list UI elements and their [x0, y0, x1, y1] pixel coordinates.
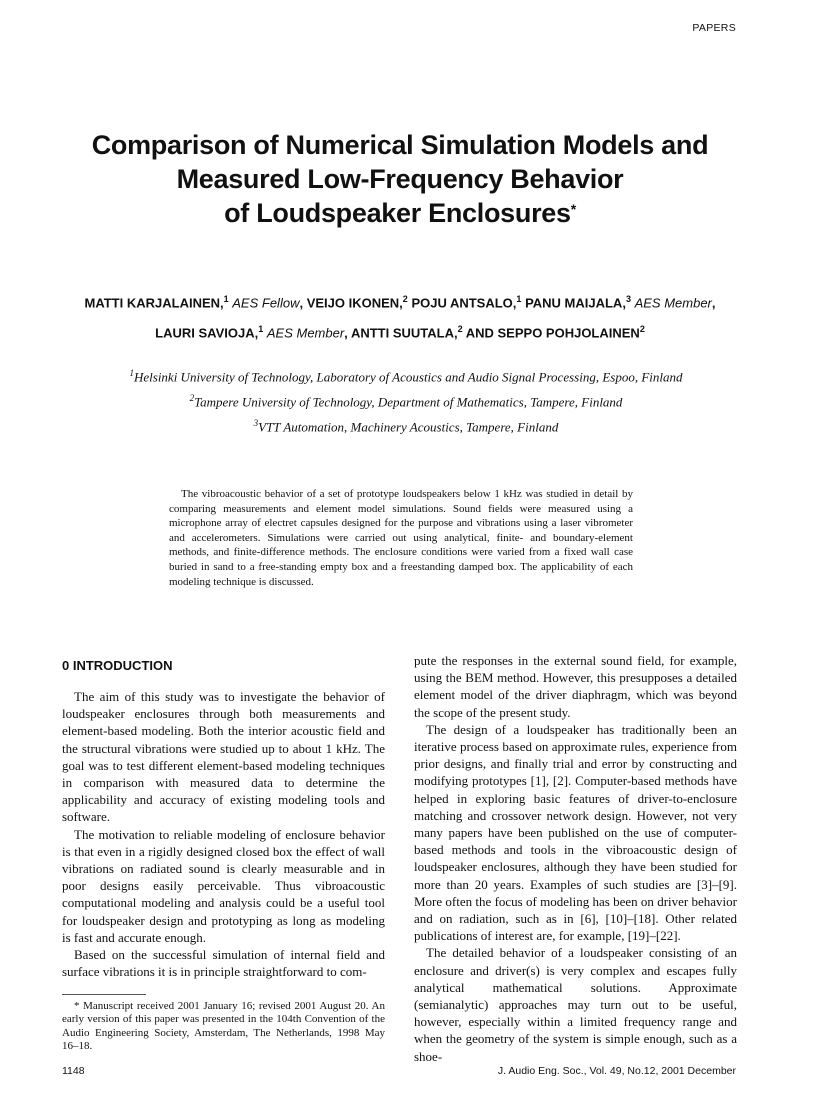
footnote: * Manuscript received 2001 January 16; revised 2001 August 20. An early version of this paper was presented in the 104th Convention of the Audio Engineering Society, Amsterdam, The Netherlands, 1998 May 16–18.: [62, 1000, 385, 1053]
author-role: AES Member: [634, 295, 712, 311]
author-affiliation-mark: 3: [625, 294, 631, 304]
author-name: ANTTI SUUTALA,: [350, 325, 458, 341]
affiliation-mark: 2: [189, 393, 195, 403]
title-line-3: [0, 196, 800, 230]
left-column: [62, 688, 385, 980]
author-name: POJU ANTSALO,: [411, 295, 517, 311]
author-name: AND SEPPO POHJOLAINEN: [465, 325, 640, 341]
author-list: [40, 286, 760, 347]
section-heading: 0 INTRODUCTION: [62, 658, 173, 673]
paragraph: pute the responses in the external sound field, for example, using the BEM method. However, this presupposes a detailed element model of the driver diaphragm, which was beyond the scope of the present study.: [414, 653, 737, 720]
abstract: The vibroacoustic behavior of a set of prototype loudspeakers below 1 kHz was studied in detail by comparing measurements and element model simulations. Sound fields were measured using a microphone array of electret capsules designed for the purpose and vibrations using a laser vibrometer and accelerometers. Simulations were carried out using analytical, finite- and boundary-element methods, and finite-difference methods. The enclosure conditions were varied from a fixed wall case buried in sand to a free-standing empty box and a freestanding damped box. The applicability of each modeling technique is discussed.: [169, 488, 633, 588]
author-affiliation-mark: 1: [516, 294, 522, 304]
paragraph: The design of a loudspeaker has traditionally been an iterative process based on approximate rules, experience from prior designs, and finally trial and error by constructing and modifying prototypes [1], [2]. Computer-based methods have helped in exploring basic features of driver-to-enclosure matching and crossover network design. However, not very many papers have been published on the use of computer-based methods and tools in the vibroacoustic design of loudspeaker enclosures, although they have been studied for more than 20 years. Examples of such studies are [3]–[9]. More often the focus of modeling has been on driver behavior and on radiation, such as in [6], [10]–[18]. Other related publications of interest are, for example, [19]–[22].: [414, 721, 737, 944]
page-number: 1148: [62, 1065, 85, 1077]
paragraph: Based on the successful simulation of internal field and surface vibrations it is in principle straightforward to com-: [62, 947, 385, 980]
affiliation-text: Tampere University of Technology, Department of Mathematics, Tampere, Finland: [194, 394, 623, 410]
author-line-2: [40, 316, 760, 346]
author-affiliation-mark: 2: [402, 294, 408, 304]
journal-reference: J. Audio Eng. Soc., Vol. 49, No.12, 2001 December: [497, 1065, 736, 1077]
right-column: [414, 652, 737, 1065]
affiliation-2: [0, 393, 812, 410]
title-line-2: Measured Low-Frequency Behavior: [176, 164, 624, 194]
author-line-1: [40, 286, 760, 316]
footnote-divider: [62, 994, 146, 995]
author-affiliation-mark: 1: [223, 294, 229, 304]
author-name: PANU MAIJALA,: [525, 295, 626, 311]
affiliation-text: Helsinki University of Technology, Laboratory of Acoustics and Audio Signal Processing, Espoo, Finland: [133, 369, 683, 385]
title-line-1: Comparison of Numerical Simulation Models and: [91, 130, 709, 160]
author-name: VEIJO IKONEN,: [306, 295, 403, 311]
author-affiliation-mark: 2: [639, 324, 645, 335]
author-affiliation-mark: 1: [258, 324, 264, 335]
affiliation-1: [0, 368, 812, 385]
paper-title: [0, 128, 800, 230]
author-name: MATTI KARJALAINEN,: [84, 295, 224, 311]
affiliation-mark: 1: [129, 368, 134, 378]
affiliation-mark: 3: [253, 418, 259, 428]
paragraph: The motivation to reliable modeling of enclosure behavior is that even in a rigidly designed closed box the effect of wall vibrations on radiated sound is clearly measurable and in poor designs easily perceivable. Thus vibroacoustic computational modeling and analysis could be a useful tool for loudspeaker design and prototyping as long as modeling is fast and accurate enough.: [62, 826, 385, 945]
paragraph: The aim of this study was to investigate the behavior of loudspeaker enclosures through both measurements and element-based modeling. Both the interior acoustic field and the structural vibrations were studied up to about 1 kHz. The goal was to test different element-based modeling techniques in comparison with measured data to determine the applicability and accuracy of existing modeling tools and software.: [62, 689, 385, 825]
title-line-3-text: of Loudspeaker Enclosures: [224, 198, 571, 228]
title-footnote-mark: *: [570, 201, 576, 217]
author-name: LAURI SAVIOJA,: [155, 325, 259, 341]
affiliation-3: [0, 418, 812, 435]
paragraph: The detailed behavior of a loudspeaker consisting of an enclosure and driver(s) is very complex and escapes fully analytical mathematical solutions. Approximate (semianalytic) approaches may turn out to be useful, however, especially within a limited frequency range and when the geometry of the system is simple enough, such as a shoe-: [414, 945, 737, 1064]
author-role: AES Fellow: [232, 295, 300, 311]
author-separator: ,: [299, 295, 304, 311]
author-role: AES Member: [266, 325, 345, 341]
author-separator: ,: [344, 325, 348, 341]
section-label: PAPERS: [692, 22, 736, 34]
author-affiliation-mark: 2: [457, 324, 463, 335]
affiliation-text: VTT Automation, Machinery Acoustics, Tampere, Finland: [258, 419, 559, 435]
author-separator: ,: [711, 295, 716, 311]
